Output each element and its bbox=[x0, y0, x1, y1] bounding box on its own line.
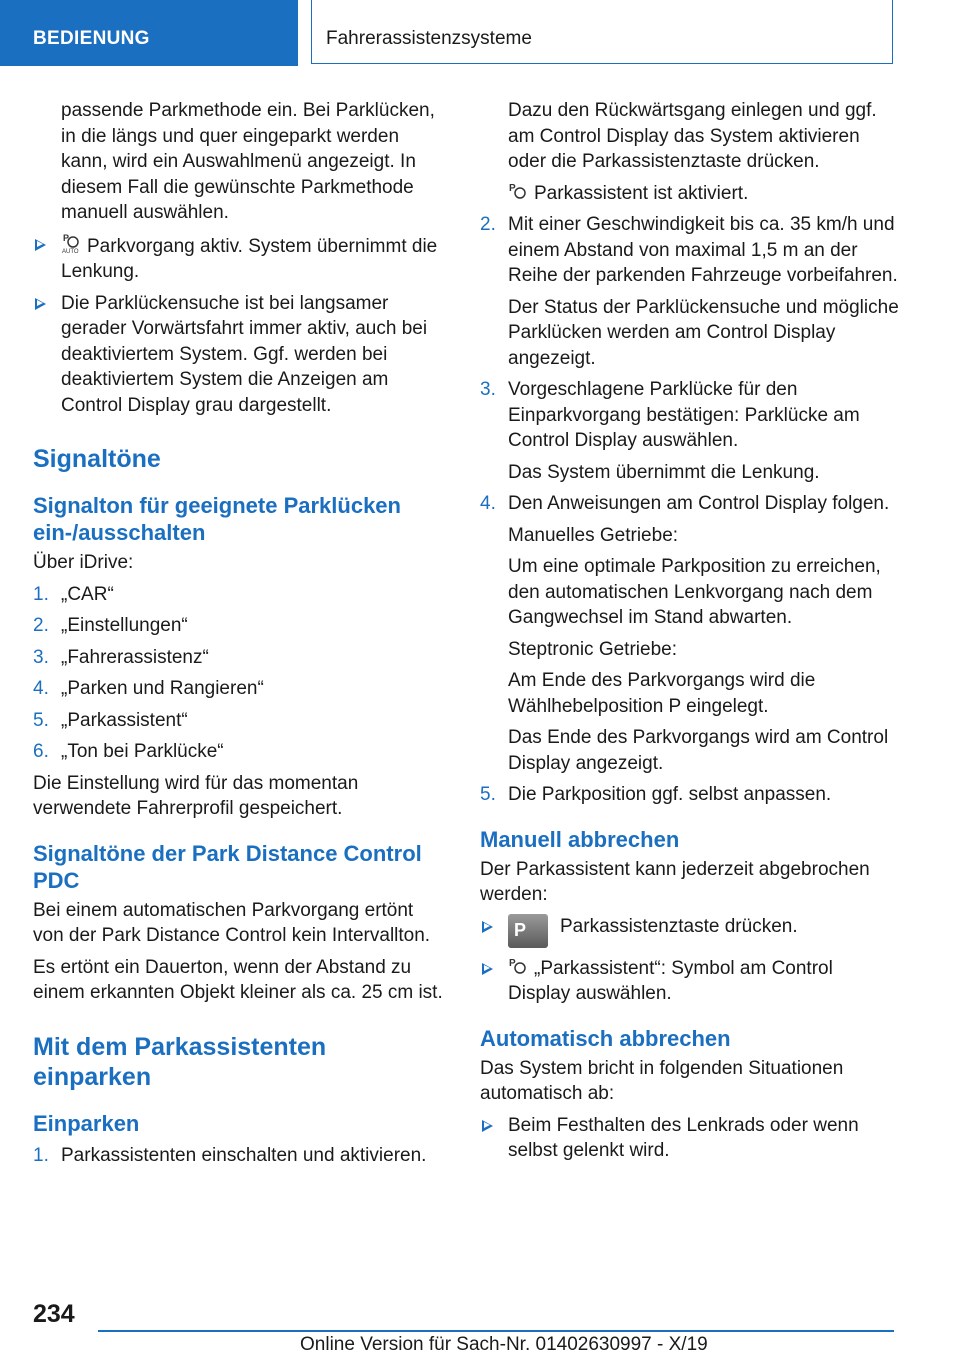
intro-text: passende Parkmethode ein. Bei Parklücken, in die längs und quer eingeparkt werden kann, wird ein Auswahlmenü angezeigt. In diesem Fall die gewünschte Parkmethode manuell auswählen. bbox=[61, 100, 435, 223]
list-item: 5. „Parkassistent“ bbox=[33, 709, 188, 731]
end-text: Das Ende des Parkvorgangs wird am Control Display angezeigt. bbox=[508, 727, 889, 774]
right-column bbox=[480, 98, 900, 1164]
list-item: 1. Parkassistenten einschalten und aktivieren. bbox=[33, 1144, 427, 1166]
steptronic-label: Steptronic Getriebe: bbox=[508, 638, 677, 660]
list-item: 4. Den Anweisungen am Control Display folgen. bbox=[480, 493, 890, 514]
footer-text: Online Version für Sach-Nr. 01402630997 - X/19 bbox=[300, 1334, 708, 1355]
list-item: 2. „Einstellungen“ bbox=[33, 615, 188, 636]
page-header bbox=[0, 0, 960, 66]
svg-text:P: P bbox=[63, 232, 70, 243]
section-title: BEDIENUNG bbox=[33, 28, 150, 49]
pdc-text-1: Bei einem automatischen Parkvorgang ertönt von der Park Distance Control kein Intervallton. bbox=[33, 899, 431, 946]
section-tab bbox=[0, 0, 298, 66]
pdc-text-2: Es ertönt ein Dauerton, wenn der Abstand zu einem erkannten Objekt kleiner als ca. 25 cm ist. bbox=[33, 956, 443, 1003]
heading-pdc: Signaltöne der Park Distance Control PDC bbox=[33, 840, 422, 893]
footer-divider bbox=[98, 1330, 894, 1332]
heading-signalton-parkluecken: Signalton für geeignete Parklücken ein-/ausschalten bbox=[33, 493, 401, 545]
list-item: 1. „CAR“ bbox=[33, 583, 114, 605]
park-assist-button-icon bbox=[508, 914, 548, 948]
idrive-text: Über iDrive: bbox=[33, 552, 134, 573]
triangle-bullet-icon bbox=[482, 921, 493, 933]
page-number: 234 bbox=[33, 1300, 75, 1328]
profile-text: Die Einstellung wird für das momentan verwendete Fahrerprofil gespeichert. bbox=[33, 772, 359, 819]
triangle-bullet-icon bbox=[482, 963, 493, 975]
step2-detail: Der Status der Parklückensuche und mögliche Parklücken werden am Control Display angezeigt. bbox=[508, 296, 899, 369]
svg-text:P: P bbox=[509, 957, 516, 969]
heading-mit-parkassistent: Mit dem Parkassistenten einparken bbox=[33, 1032, 327, 1091]
manual-gearbox-text: Um eine optimale Parkposition zu erreichen, den automatischen Lenkvorgang nach dem Gangwechsel im Stand abwarten. bbox=[508, 556, 881, 628]
list-item: Beim Festhalten des Lenkrads oder wenn selbst gelenkt wird. bbox=[480, 1113, 900, 1164]
manual-gearbox-label: Manuelles Getriebe: bbox=[508, 524, 679, 546]
chapter-tab bbox=[311, 0, 893, 64]
left-column bbox=[33, 98, 443, 1168]
list-item: 6. „Ton bei Parklücke“ bbox=[33, 741, 224, 762]
park-assistant-icon bbox=[508, 956, 528, 976]
svg-text:P: P bbox=[509, 182, 516, 194]
list-item: 5. Die Parkposition ggf. selbst anpassen. bbox=[480, 784, 832, 805]
step3-detail: Das System übernimmt die Lenkung. bbox=[508, 461, 820, 483]
steptronic-text: Am Ende des Parkvorgangs wird die Wählhebelposition P eingelegt. bbox=[508, 670, 816, 717]
list-item: 4. „Parken und Rangieren“ bbox=[33, 678, 264, 699]
list-item: 3. „Fahrerassistenz“ bbox=[33, 646, 209, 668]
heading-automatisch-abbrechen: Automatisch abbrechen bbox=[480, 1025, 731, 1051]
list-item: 3. Vorgeschlagene Parklücke für den Einparkvorgang bestätigen: Parklücke am Control Display auswählen. bbox=[480, 379, 860, 451]
manual-abort-text: Der Parkassistent kann jederzeit abgebrochen werden: bbox=[480, 858, 870, 905]
list-item: Die Parklückensuche ist bei langsamer gerader Vorwärtsfahrt immer aktiv, auch bei deaktiviertem System. Ggf. werden bei deaktiviertem System die Anzeigen am Control Display grau dargestellt. bbox=[33, 291, 443, 419]
heading-signaltoene: Signaltöne bbox=[33, 445, 161, 473]
auto-abort-text: Das System bricht in folgenden Situationen automatisch ab: bbox=[480, 1057, 844, 1104]
step1-continued: Dazu den Rückwärtsgang einlegen und ggf. am Control Display das System aktivieren oder die Parkassistenztaste drücken. bbox=[508, 100, 877, 172]
list-item: P „Parkassistent“: Symbol am Control Display auswählen. bbox=[480, 956, 900, 1007]
triangle-bullet-icon bbox=[35, 298, 46, 310]
chapter-title: Fahrerassistenzsysteme bbox=[326, 28, 532, 49]
park-assistant-icon bbox=[508, 181, 528, 201]
triangle-bullet-icon bbox=[482, 1120, 493, 1132]
list-item: P Parkassistenztaste drücken. bbox=[480, 914, 900, 950]
triangle-bullet-icon bbox=[35, 239, 46, 251]
park-auto-icon bbox=[61, 232, 81, 254]
list-item: P AUTO Parkvorgang aktiv. System übernimmt die Lenkung. bbox=[33, 232, 443, 285]
active-text: P Parkassistent ist aktiviert. bbox=[509, 182, 749, 204]
svg-text:AUTO: AUTO bbox=[62, 248, 79, 254]
list-item: 2. Mit einer Geschwindigkeit bis ca. 35 km/h und einem Abstand von maximal 1,5 m an der Reihe der parkenden Fahrzeuge vorbeifahren. bbox=[480, 214, 898, 286]
heading-einparken: Einparken bbox=[33, 1110, 140, 1136]
heading-manuell-abbrechen: Manuell abbrechen bbox=[480, 826, 680, 852]
